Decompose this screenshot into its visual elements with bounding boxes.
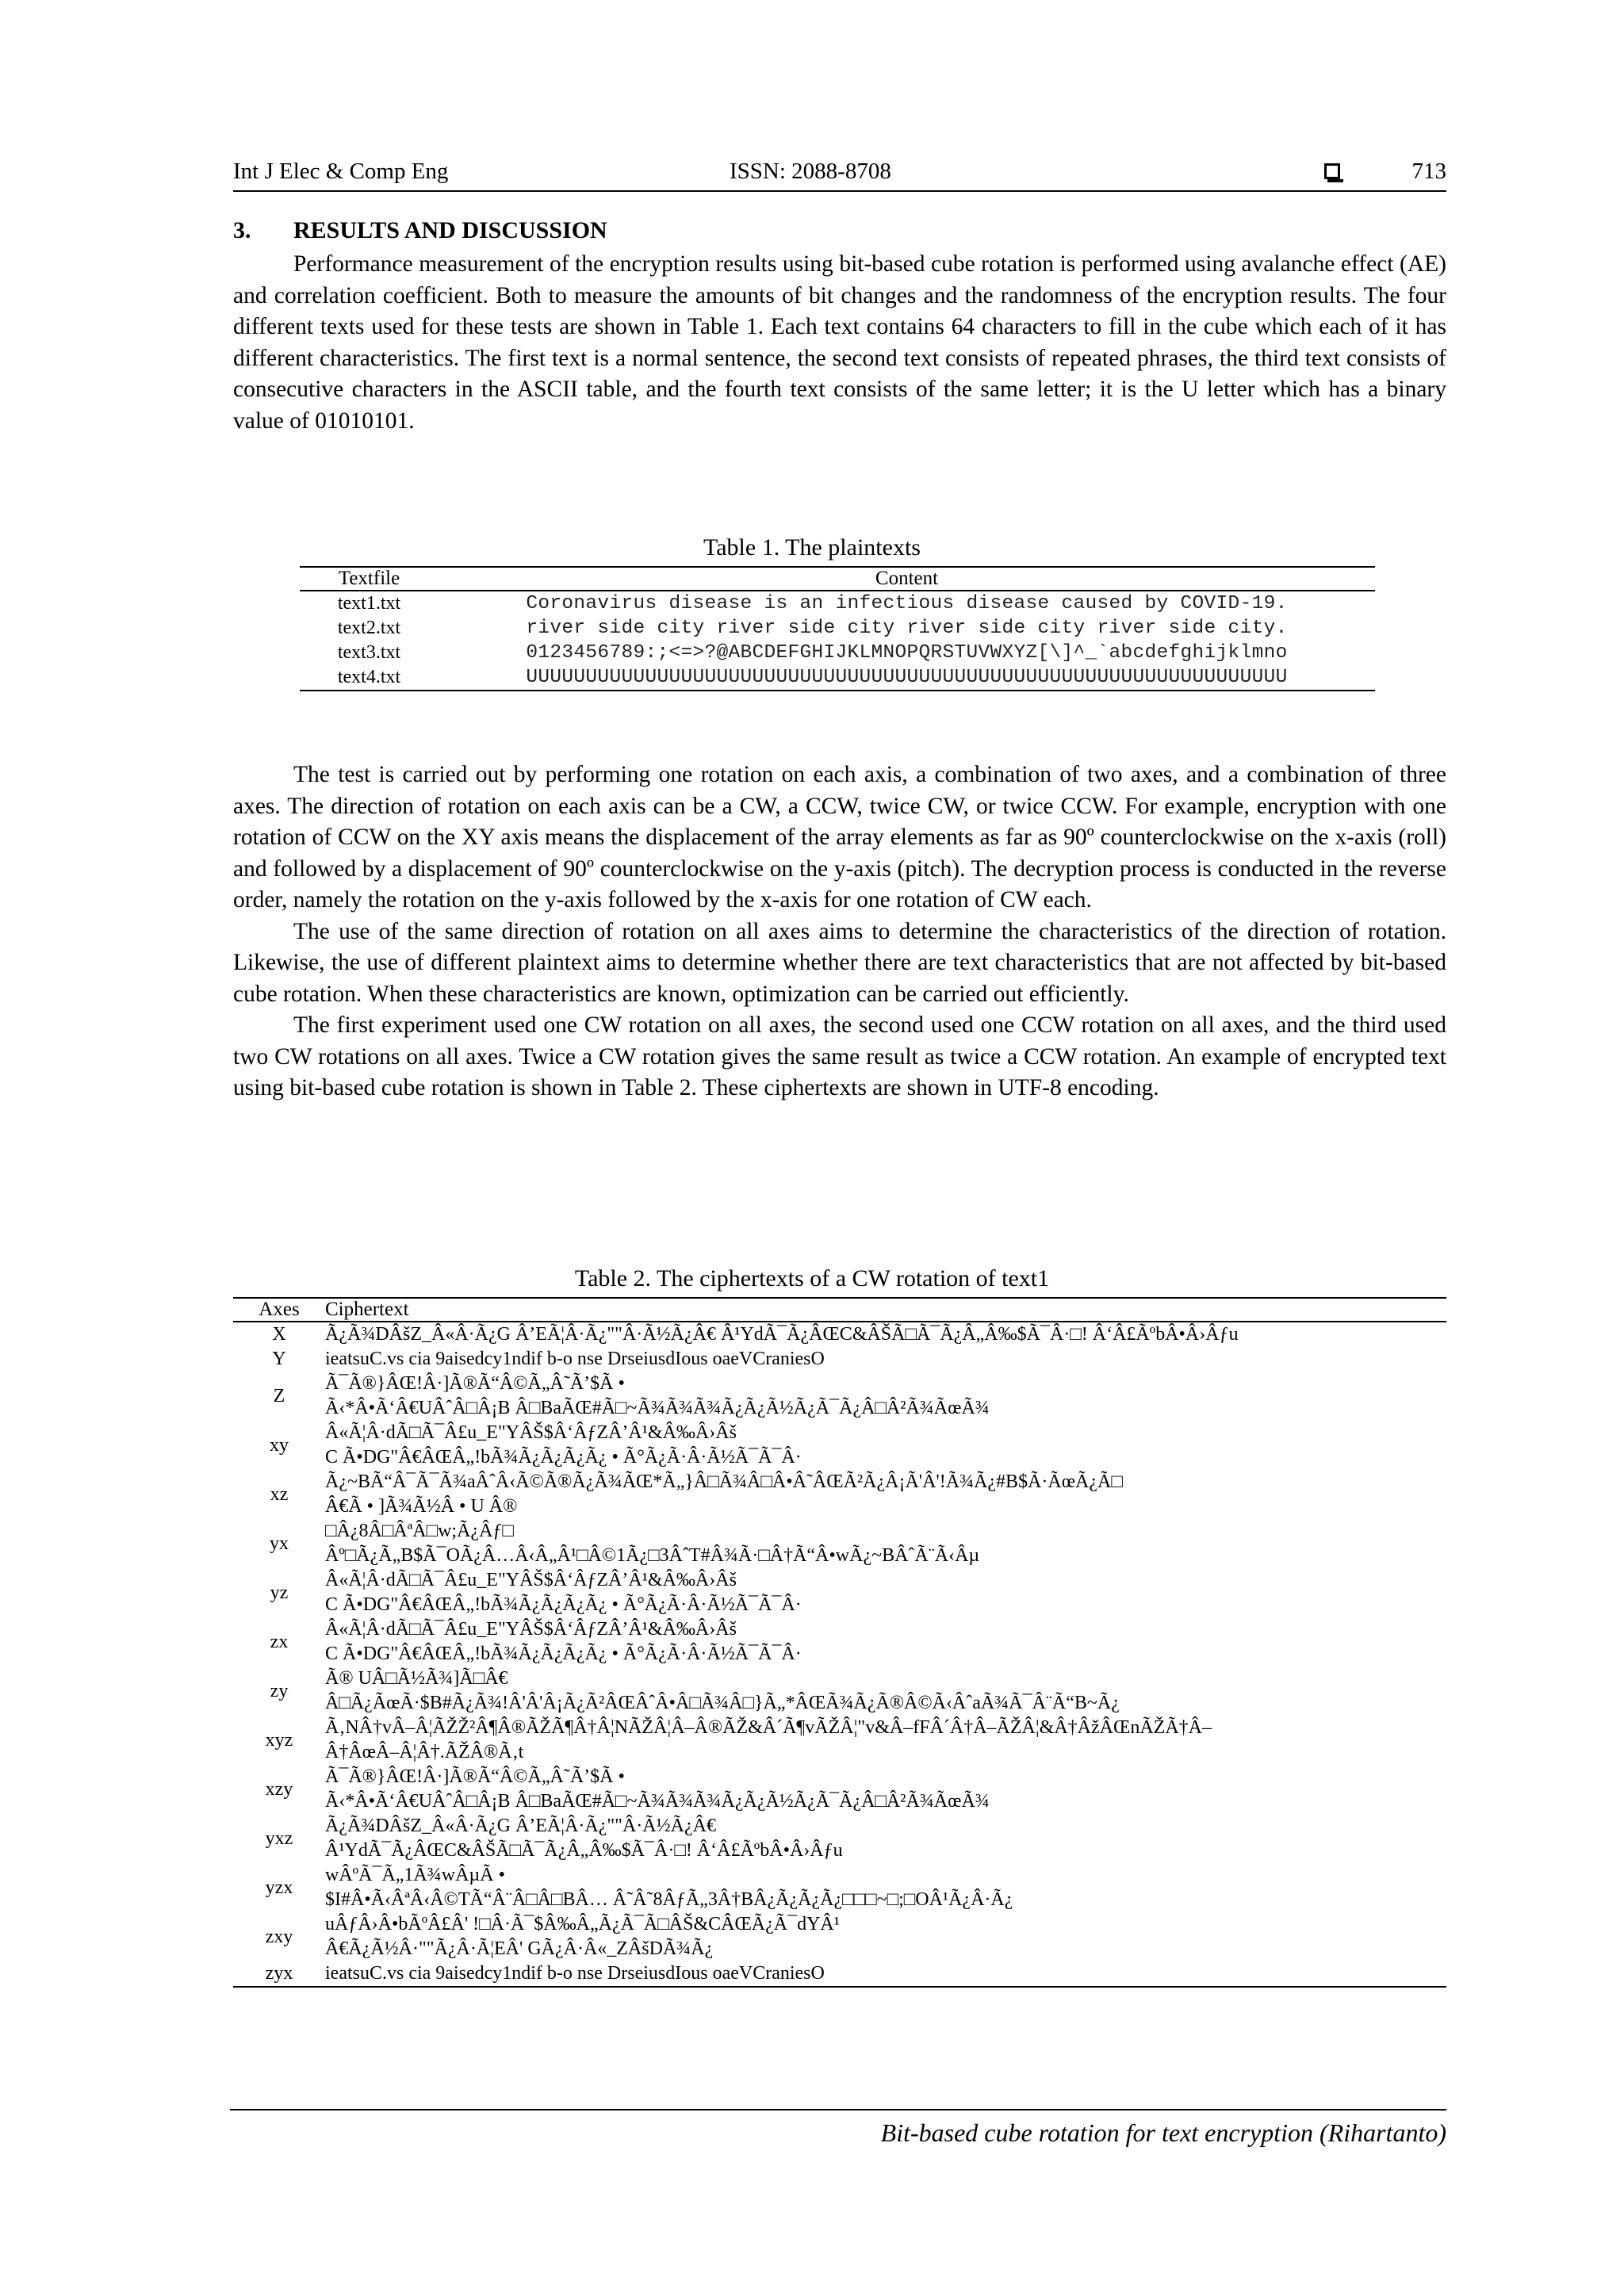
table-row xyxy=(233,1347,1446,1372)
table-row xyxy=(233,1961,1446,1987)
ciphertext-cell: Ã® UÂ□Ã½Ã¾]Ã□Â€ Â□Ã¿ÃœÃ·$B#Ã¿Ã¾!Â'Â'Â¡Ã¿Ã²ÂŒÂˆÂ•Â□Ã¾Â□}Ã„*ÂŒÃ¾Ã¿Ã®Â©Ã‹ÂˆaÃ¾Ã¯Â¨Ã“B~Ã¿ xyxy=(325,1668,1120,1713)
table-row xyxy=(300,641,1375,665)
page-header xyxy=(233,155,1446,192)
table-row xyxy=(233,1568,1446,1617)
issn: ISSN: 2088-8708 xyxy=(730,159,891,184)
intro-text xyxy=(233,249,1446,437)
column-header: Axes xyxy=(259,1299,300,1320)
ciphertext-cell: Â«Ã¦Â·dÃ□Ã¯Â£u_E"YÂŠ$Â‘ÂƒZÂ’Â¹&Â‰Â›Âš C Ã•DG"Â€ÂŒÂ„!bÃ¾Ã¿Ã¿Ã¿Ã¿ • Ã°Ã¿Ã·Â·Ã½Ã¯Ã¯Â· xyxy=(325,1422,802,1468)
section-number: 3. xyxy=(233,217,251,243)
ciphertext-cell: Ã‚NÂ†vÂ–Â¦ÃŽŽ²Â¶Â®ÃŽÃ¶Â†Â¦NÃŽÂ¦Â–Â®ÃŽ&Â´Ã¶vÃŽÂ¦"v&Â–fFÂ´Â†Â–ÃŽÂ¦&Â†ÂžÂŒnÃŽÃ†Â– Â†ÂœÂ–Â¦Â†.ÃŽÂ®Ã‚t xyxy=(325,1717,1212,1762)
table-row xyxy=(233,1716,1446,1765)
ciphertext-cell: wÂºÃ¯Ã„1Ã¾wÂµÃ • $I#Â•Ã‹ÂªÂ‹Â©TÃ“Â¨Â□Â□BÂ… Â˜Â˜8ÂƒÃ„3Â†BÂ¿Ã¿Ã¿Ã¿□□□~□;□OÂ¹Ã¿Â·Ã¿ xyxy=(325,1865,1013,1910)
axes-cell: xzy xyxy=(265,1778,293,1800)
paragraph: The test is carried out by performing one rotation on each axis, a combination of two axes, and a combination of three axes. The direction of rotation on each axis can be a CW, a CCW, twice CW, or twice CCW. For example, encryption with one rotation of CCW on the XY axis means the displacement of the array elements as far as 90º counterclockwise on the x-axis (roll) and followed by a displacement of 90º counterclockwise on the y-axis (pitch). The decryption process is conducted in the reverse order, namely the rotation on the y-axis followed by the x-axis for one rotation of CW each. xyxy=(233,762,1446,913)
ciphertext-cell: Ã¿Ã¾DÂšZ_Â«Â·Ã¿G Â’EÃ¦Â·Ã¿""Â·Ã½Ã¿Â€ Â¹YdÃ¯Ã¿ÂŒC&ÂŠÃ□Ã¯Ã¿Â„Â‰$Ã¯Â·□! Â‘Â£ÃºbÂ•Â›Âƒu xyxy=(325,1324,1239,1345)
table-row xyxy=(233,1912,1446,1961)
content-cell: 0123456789:;<=>?@ABCDEFGHIJKLMNOPQRSTUVWXYZ[\]^_`abcdefghijklmno xyxy=(526,642,1288,664)
axes-cell: zxy xyxy=(265,1926,293,1947)
textfile-cell: text4.txt xyxy=(337,667,401,687)
plaintexts-table xyxy=(300,566,1375,691)
ciphertext-cell: ieatsuC.vs cia 9aisedcy1ndif b-o nse DrseiusdIous oaeVCraniesO xyxy=(325,1963,825,1984)
axes-cell: zyx xyxy=(265,1963,293,1984)
axes-cell: yxz xyxy=(265,1827,293,1849)
axes-cell: xy xyxy=(270,1434,289,1456)
running-title: Bit-based cube rotation for text encryption (Rihartanto) xyxy=(880,2118,1446,2147)
page-number: 713 xyxy=(1411,159,1446,184)
table-row xyxy=(300,665,1375,691)
column-header: Textfile xyxy=(338,568,400,589)
content-cell: river side city river side city river side city river side city. xyxy=(526,618,1288,639)
ciphertext-cell: uÂƒÂ›Â•bÃºÂ£Â' !□Â·Ã¯$Â‰Â„Ã¿Ã¯Ã□ÂŠ&CÂŒÃ¿Ã¯dYÂ¹ Â€Ã¿Ã½Â·""Ã¿Â·Ã¦EÂ' GÃ¿Â·Â«_ZÂšDÃ¾Ã¿ xyxy=(325,1914,840,1959)
section-title: RESULTS AND DISCUSSION xyxy=(293,217,607,243)
paragraph: The use of the same direction of rotation on all axes aims to determine the characteristics of the direction of rotation. Likewise, the use of different plaintext aims to determine whether there are text characteristics that are not affected by bit-based cube rotation. When these characteristics are known, optimization can be carried out efficiently. xyxy=(233,918,1446,1007)
axes-cell: yx xyxy=(270,1533,289,1554)
ciphertext-cell: Â«Ã¦Â·dÃ□Ã¯Â£u_E"YÂŠ$Â‘ÂƒZÂ’Â¹&Â‰Â›Âš C Ã•DG"Â€ÂŒÂ„!bÃ¾Ã¿Ã¿Ã¿Ã¿ • Ã°Ã¿Ã·Â·Ã½Ã¯Ã¯Â· xyxy=(325,1619,802,1664)
axes-cell: zx xyxy=(270,1631,289,1652)
axes-cell: yz xyxy=(270,1582,289,1603)
table-row xyxy=(233,1765,1446,1814)
ciphertext-cell: Â«Ã¦Â·dÃ□Ã¯Â£u_E"YÂŠ$Â‘ÂƒZÂ’Â¹&Â‰Â›Âš C Ã•DG"Â€ÂŒÂ„!bÃ¾Ã¿Ã¿Ã¿Ã¿ • Ã°Ã¿Ã·Â·Ã½Ã¯Ã¯Â· xyxy=(325,1570,802,1615)
table-header-row xyxy=(300,567,1375,591)
ciphertext-cell: ieatsuC.vs cia 9aisedcy1ndif b-o nse DrseiusdIous oaeVCraniesO xyxy=(325,1349,825,1369)
paragraph: Performance measurement of the encryption results using bit-based cube rotation is performed using avalanche effect (AE) and correlation coefficient. Both to measure the amounts of bit changes and the randomness of the encryption results. The four different texts used for these tests are shown in Table 1. Each text contains 64 characters to fill in the cube which each of it has different characteristics. The first text is a normal sentence, the second text consists of repeated phrases, the third text consists of consecutive characters in the ASCII table, and the fourth text consists of the same letter; it is the U letter which has a binary value of 01010101. xyxy=(233,251,1446,434)
content-cell: Coronavirus disease is an infectious disease caused by COVID-19. xyxy=(526,593,1288,614)
table-row xyxy=(233,1372,1446,1421)
textfile-cell: text3.txt xyxy=(337,642,401,663)
table-row xyxy=(300,616,1375,641)
square-bullet-icon xyxy=(1324,163,1340,179)
table-row xyxy=(233,1470,1446,1519)
section-heading xyxy=(233,217,607,244)
table-header-row xyxy=(233,1298,1446,1322)
axes-cell: Y xyxy=(272,1349,286,1369)
paragraph: The first experiment used one CW rotation on all axes, the second used one CCW rotation on all axes, and the third used two CW rotations on all axes. Twice a CW rotation gives the same result as twice a CCW rotation. An example of encrypted text using bit-based cube rotation is shown in Table 2. These ciphertexts are shown in UTF-8 encoding. xyxy=(233,1012,1446,1100)
ciphertext-cell: □Â¿8Â□ÂªÂ□w;Ã¿Âƒ□ Âº□Ã¿Ã„B$Ã¯OÃ¿Â…Â‹Â„Â¹□Â©1Ã¿□3ÂˆT#Â¾Ã·□Â†Ã“Â•wÃ¿~BÂˆÃ¨Ã‹Âµ xyxy=(325,1521,980,1566)
axes-cell: Z xyxy=(273,1385,285,1406)
body-text xyxy=(233,760,1446,1104)
table-row xyxy=(300,591,1375,616)
ciphertext-cell: Ã¯Ã®}ÂŒ!Â·]Ã®Ã“Â©Ã„Â˜Ã’$Ã • Ã‹*Â•Ã‘Â€UÂˆÂ□Â¡B Â□BaÃŒ#Ã□~Ã¾Ã¾Ã¾Ã¿Ã¿Ã½Ã¿Ã¯Ã¿Â□Â²Ã¾ÃœÃ¾ xyxy=(325,1766,990,1812)
table-row xyxy=(233,1421,1446,1470)
column-header: Ciphertext xyxy=(325,1299,409,1320)
column-header: Content xyxy=(875,568,939,589)
table-row xyxy=(233,1863,1446,1912)
ciphertext-cell: Ã¿Ã¾DÂšZ_Â«Â·Ã¿G Â’EÃ¦Â·Ã¿""Â·Ã½Ã¿Â€ Â¹YdÃ¯Ã¿ÂŒC&ÂŠÃ□Ã¯Ã¿Â„Â‰$Ã¯Â·□! Â‘Â£ÃºbÂ•Â›Âƒu xyxy=(325,1816,843,1861)
table2-caption: Table 2. The ciphertexts of a CW rotation of text1 xyxy=(574,1265,1050,1292)
axes-cell: xyz xyxy=(265,1729,293,1751)
content-cell: UUUUUUUUUUUUUUUUUUUUUUUUUUUUUUUUUUUUUUUUUUUUUUUUUUUUUUUUUUUUUUUU xyxy=(526,667,1288,688)
table-row xyxy=(233,1519,1446,1568)
table1-caption: Table 1. The plaintexts xyxy=(703,534,921,561)
table-row xyxy=(233,1617,1446,1667)
table-row xyxy=(233,1814,1446,1863)
axes-cell: zy xyxy=(270,1680,289,1701)
ciphertext-cell: Ã¯Ã®}ÂŒ!Â·]Ã®Ã“Â©Ã„Â˜Ã’$Ã • Ã‹*Â•Ã‘Â€UÂˆÂ□Â¡B Â□BaÃŒ#Ã□~Ã¾Ã¾Ã¾Ã¿Ã¿Ã½Ã¿Ã¯Ã¿Â□Â²Ã¾ÃœÃ¾ xyxy=(325,1373,990,1418)
table-row xyxy=(233,1322,1446,1347)
page-footer xyxy=(230,2109,1446,2147)
textfile-cell: text1.txt xyxy=(337,593,401,614)
textfile-cell: text2.txt xyxy=(337,618,401,638)
axes-cell: xz xyxy=(270,1483,289,1505)
ciphertexts-table xyxy=(233,1297,1446,1988)
journal-name: Int J Elec & Comp Eng xyxy=(233,159,449,184)
axes-cell: yzx xyxy=(265,1877,293,1898)
axes-cell: X xyxy=(272,1324,286,1345)
ciphertext-cell: Ã¿~BÃ“Â¯Ã¯Ã¾aÂˆÂ‹Ã©Ã®Ã¿Ã¾ÃŒ*Ã„}Â□Ã¾Â□Â•Â˜ÂŒÃ²Ã¿Â¡Ã'Â'!Ã¾Ã¿#B$Ã·ÃœÃ¿Ã□ Â€Ã • ]Ã¾Ã½Â • U Â® xyxy=(325,1471,1123,1517)
table-row xyxy=(233,1667,1446,1716)
